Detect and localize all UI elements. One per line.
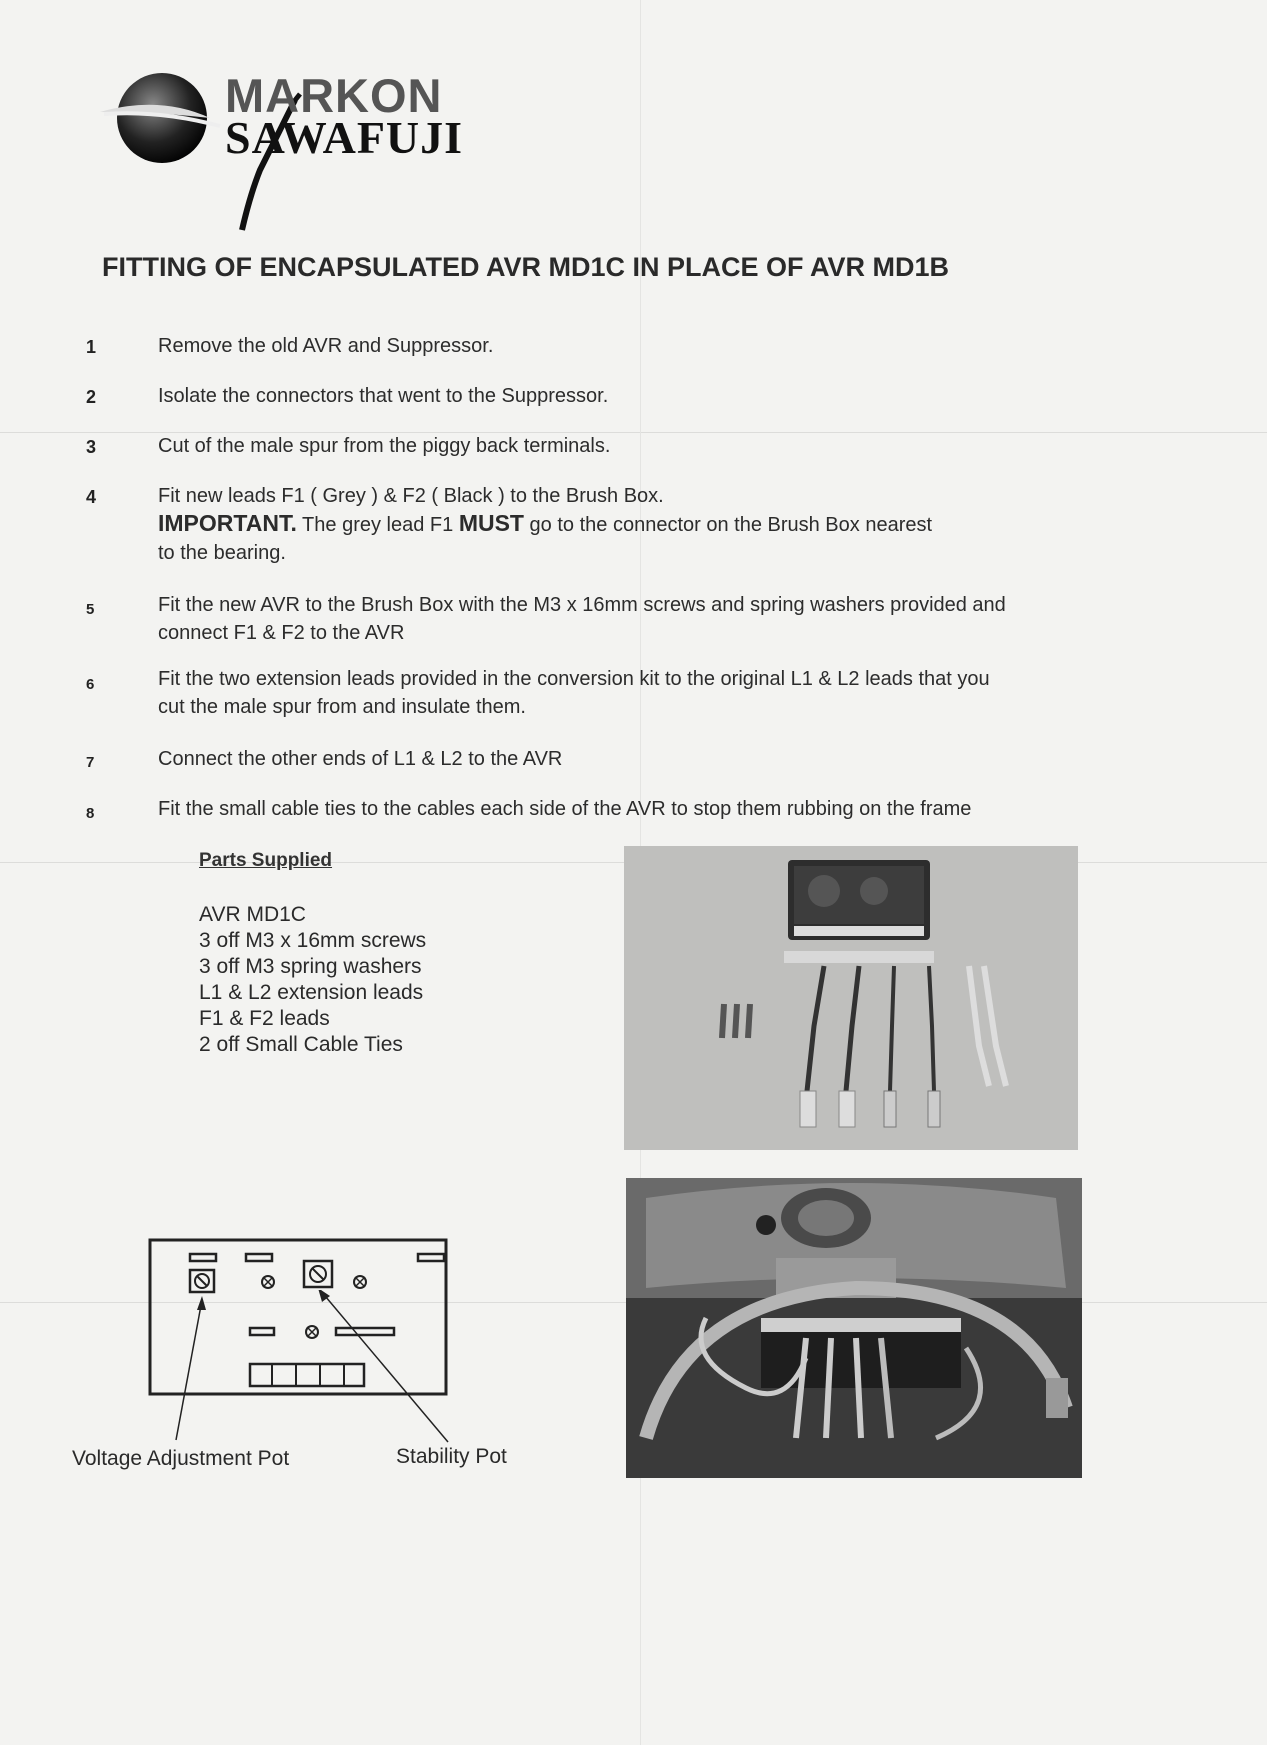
step-text: Fit the two extension leads provided in the conversion kit to the original L1 & L2 leads that you bbox=[158, 668, 990, 690]
step-text: Fit new leads F1 ( Grey ) & F2 ( Black ) to the Brush Box. bbox=[158, 485, 664, 507]
step-text: Fit the small cable ties to the cables each side of the AVR to stop them rubbing on the frame bbox=[158, 798, 972, 820]
document-title: FITTING OF ENCAPSULATED AVR MD1C IN PLACE OF AVR MD1B bbox=[102, 252, 950, 282]
step-number: 7 bbox=[86, 754, 95, 771]
important-label: IMPORTANT. bbox=[158, 510, 297, 536]
list-item: F1 & F2 leads bbox=[199, 1007, 330, 1030]
list-item: 2 off Small Cable Ties bbox=[199, 1033, 403, 1056]
voltage-pot-label: Voltage Adjustment Pot bbox=[72, 1447, 290, 1470]
step-number: 3 bbox=[86, 437, 97, 457]
step-number: 2 bbox=[86, 387, 97, 407]
step-text: Cut of the male spur from the piggy back terminals. bbox=[158, 435, 611, 457]
list-item: L1 & L2 extension leads bbox=[199, 981, 424, 1004]
step-text: Isolate the connectors that went to the Suppressor. bbox=[158, 385, 609, 407]
parts-list bbox=[199, 902, 426, 1058]
step-text: to the bearing. bbox=[158, 542, 286, 564]
logo-text-sawafuji: SAWAFUJI bbox=[225, 112, 464, 163]
step-text: Fit the new AVR to the Brush Box with the M3 x 16mm screws and spring washers provided and bbox=[158, 594, 1006, 616]
stability-pot-label: Stability Pot bbox=[396, 1445, 507, 1468]
step-text: connect F1 & F2 to the AVR bbox=[158, 622, 405, 644]
list-item: 3 off M3 spring washers bbox=[199, 955, 422, 978]
step-important-note bbox=[158, 510, 932, 539]
step-number: 5 bbox=[86, 601, 95, 618]
must-label: MUST bbox=[458, 510, 524, 536]
step-number: 6 bbox=[86, 676, 95, 693]
list-item: 3 off M3 x 16mm screws bbox=[199, 929, 427, 952]
installation-photo bbox=[626, 1178, 1082, 1478]
diagram-pointers bbox=[170, 1290, 470, 1450]
important-text: go to the connector on the Brush Box nearest bbox=[529, 514, 933, 536]
list-item: AVR MD1C bbox=[199, 903, 306, 926]
parts-heading: Parts Supplied bbox=[199, 850, 333, 871]
step-number: 8 bbox=[86, 805, 95, 822]
parts-photo bbox=[624, 846, 1078, 1150]
step-text: Connect the other ends of L1 & L2 to the AVR bbox=[158, 748, 563, 770]
logo-text-markon: MARKON bbox=[225, 69, 443, 122]
step-number: 4 bbox=[86, 487, 97, 507]
important-text: The grey lead F1 bbox=[302, 514, 454, 536]
step-text: cut the male spur from and insulate them. bbox=[158, 696, 526, 718]
step-text: Remove the old AVR and Suppressor. bbox=[158, 335, 494, 357]
step-number: 1 bbox=[86, 337, 97, 357]
